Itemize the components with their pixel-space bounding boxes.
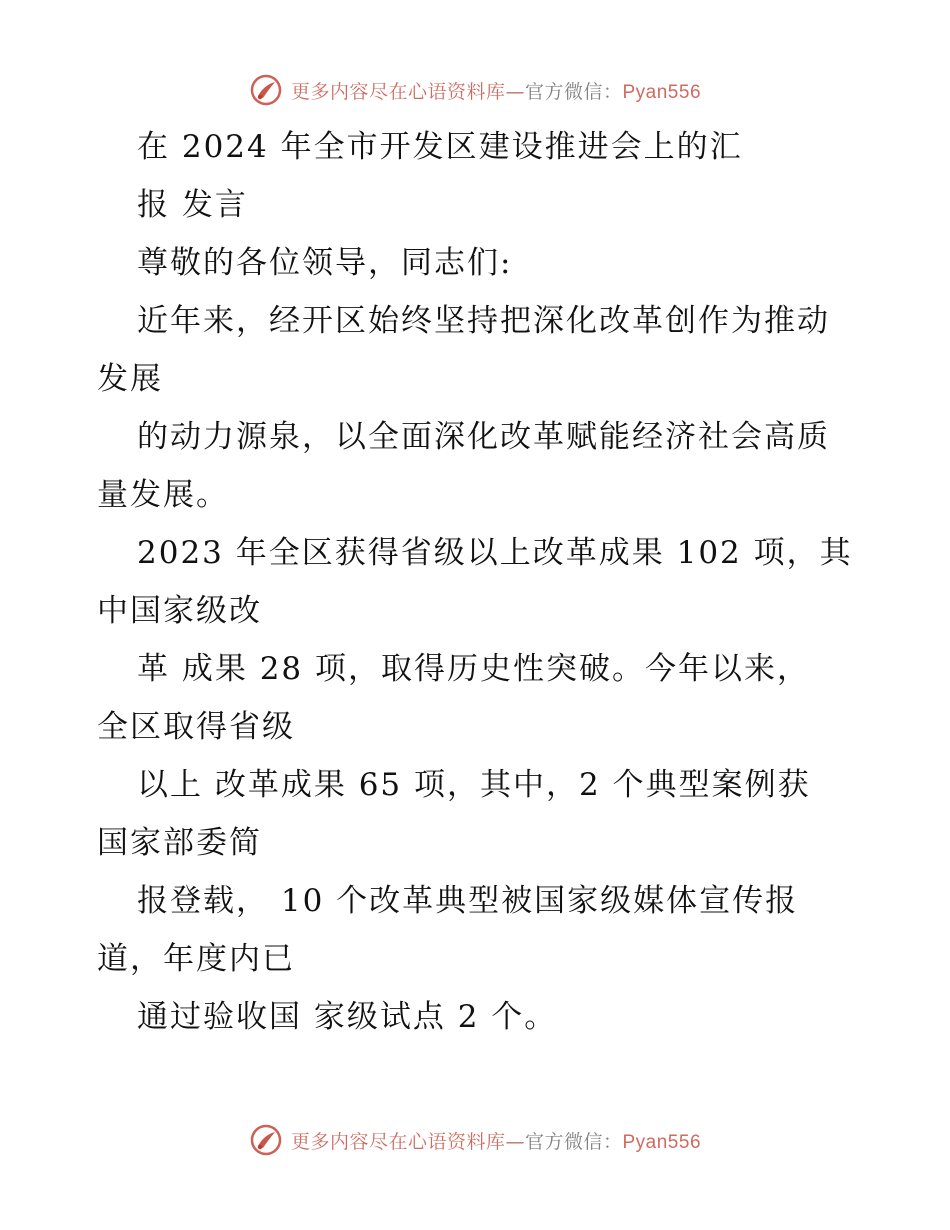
- text-line: 中国家级改: [97, 593, 262, 629]
- watermark-text: [291, 1127, 701, 1154]
- watermark-wechat-label: 官方微信：: [524, 80, 623, 103]
- document-body: [97, 118, 857, 1046]
- text-line: 全区取得省级: [97, 709, 295, 745]
- watermark-separator: —: [505, 80, 525, 103]
- text-line: 道，年度内已: [97, 941, 295, 977]
- watermark-separator: —: [505, 1130, 525, 1153]
- text-line: 量发展。: [97, 477, 229, 513]
- watermark-wechat-id: Pyan556: [622, 81, 702, 103]
- watermark-text: [291, 77, 701, 104]
- text-line: 通过验收国 家级试点 2 个。: [137, 999, 558, 1035]
- header-watermark: [0, 70, 950, 110]
- text-line: 在 2024 年全市开发区建设推进会上的汇: [137, 129, 743, 165]
- brush-logo-icon: [249, 1123, 283, 1157]
- text-line: 2023 年全区获得省级以上改革成果 102 项，其: [137, 535, 853, 571]
- watermark-site: 更多内容尽在心语资料库: [290, 80, 506, 103]
- text-line: 发展: [97, 361, 163, 397]
- text-line: 近年来，经开区始终坚持把深化改革创作为推动: [137, 303, 830, 339]
- text-line: 革 成果 28 项，取得历史性突破。今年以来，: [137, 651, 811, 687]
- text-line: 报登载， 10 个改革典型被国家级媒体宣传报: [137, 883, 799, 919]
- watermark-wechat-id: Pyan556: [622, 1131, 702, 1153]
- text-line: 以上 改革成果 65 项，其中，2 个典型案例获: [137, 767, 811, 803]
- watermark-site: 更多内容尽在心语资料库: [290, 1130, 506, 1153]
- watermark-wechat-label: 官方微信：: [524, 1130, 623, 1153]
- brush-logo-icon: [249, 73, 283, 107]
- text-line: 尊敬的各位领导，同志们:: [137, 245, 513, 281]
- text-line: 报 发言: [137, 187, 248, 223]
- text-line: 的动力源泉，以全面深化改革赋能经济社会高质: [137, 419, 830, 455]
- footer-watermark: [0, 1120, 950, 1160]
- text-line: 国家部委简: [97, 825, 262, 861]
